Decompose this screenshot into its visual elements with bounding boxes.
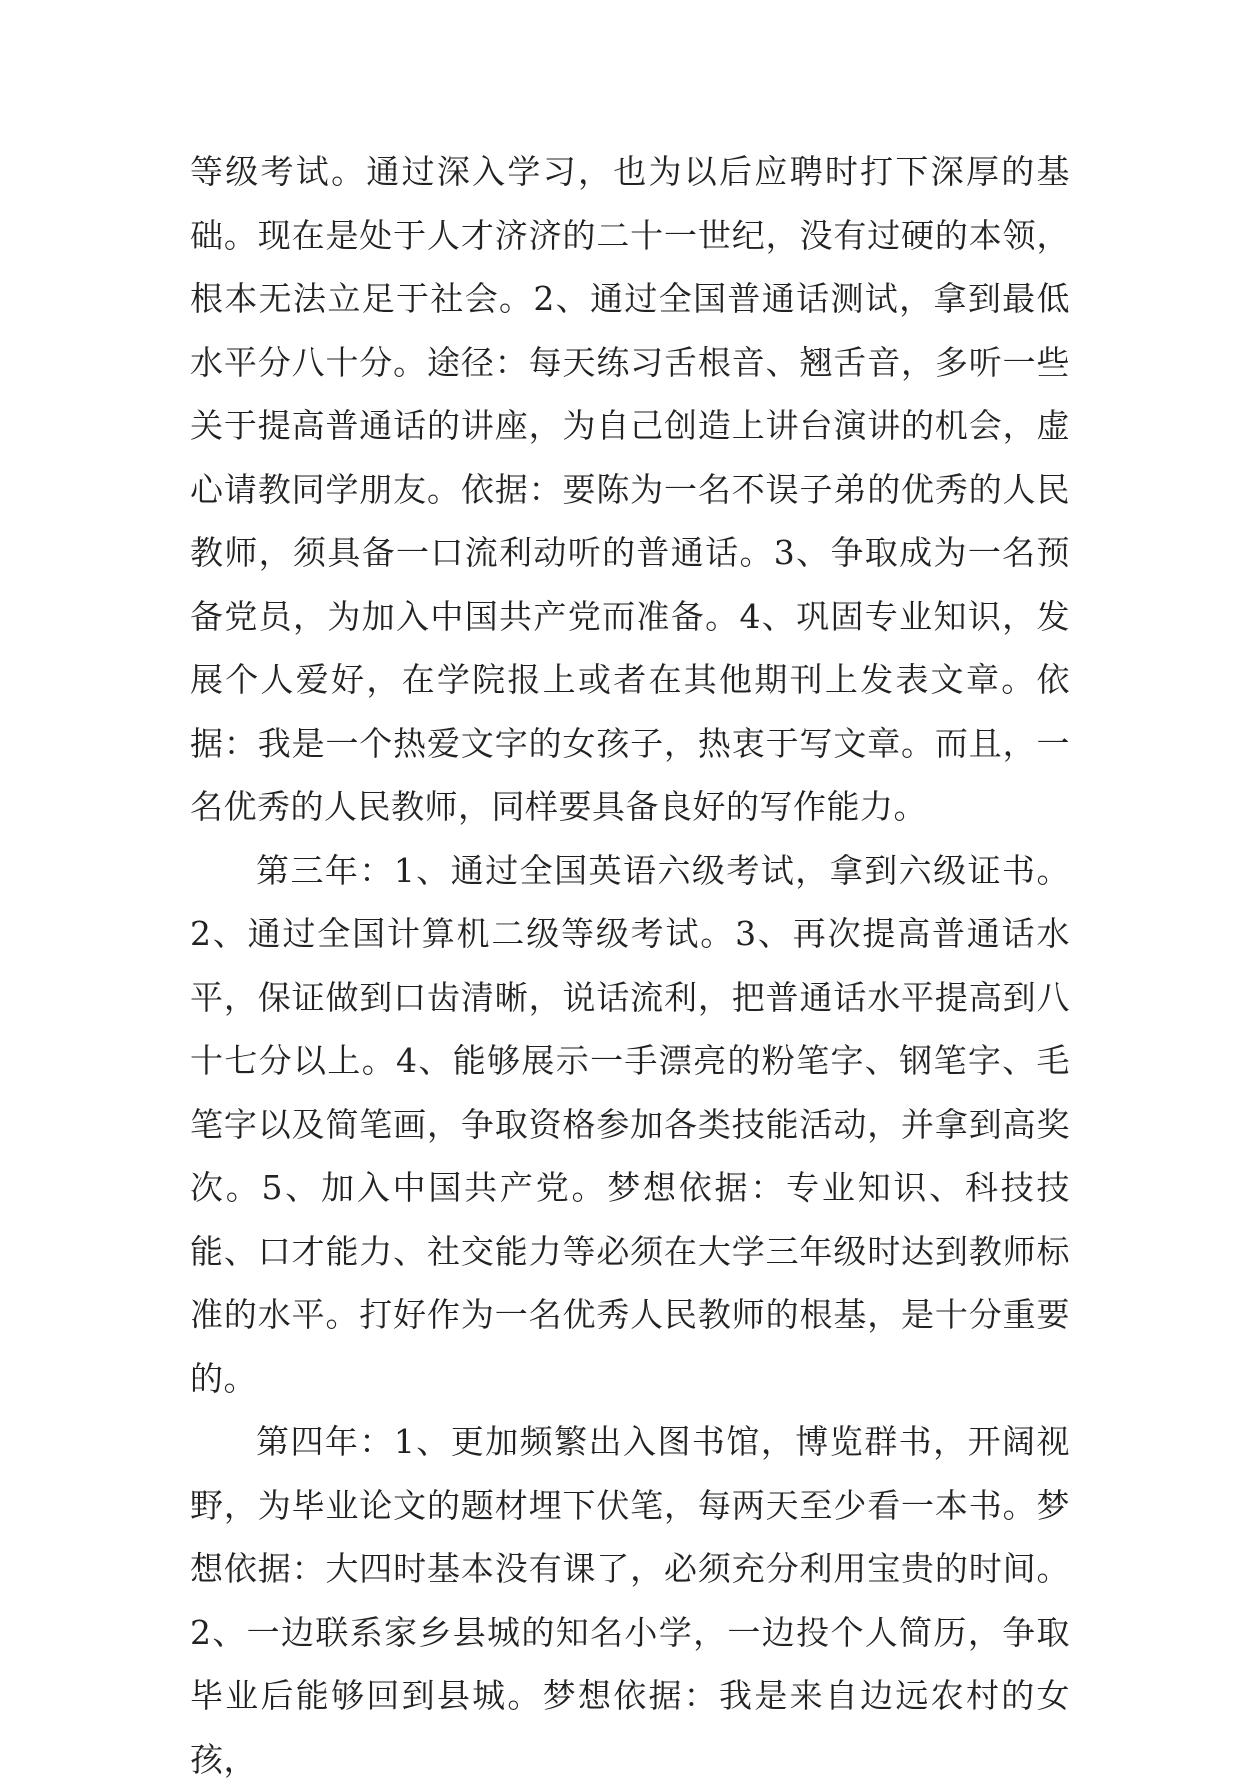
paragraph-year-three: 第三年：1、通过全国英语六级考试，拿到六级证书。2、通过全国计算机二级等级考试。3、再次提高普通话水平，保证做到口齿清晰，说话流利，把普通话水平提高到八十七分以上。4、能够展示一手漂亮的粉笔字、钢笔字、毛笔字以及简笔画，争取资格参加各类技能活动，并拿到高奖次。5、加入中国共产党。梦想依据：专业知识、科技技能、口才能力、社交能力等必须在大学三年级时达到教师标准的水平。打好作为一名优秀人民教师的根基，是十分重要的。: [190, 850, 1070, 1398]
paragraph-continuation: 等级考试。通过深入学习，也为以后应聘时打下深厚的基础。现在是处于人才济济的二十一世纪，没有过硬的本领，根本无法立足于社会。2、通过全国普通话测试，拿到最低水平分八十分。途径：每天练习舌根音、翘舌音，多听一些关于提高普通话的讲座，为自己创造上讲台演讲的机会，虚心请教同学朋友。依据：要陈为一名不误子弟的优秀的人民教师，须具备一口流利动听的普通话。3、争取成为一名预备党员，为加入中国共产党而准备。4、巩固专业知识，发展个人爱好，在学院报上或者在其他期刊上发表文章。依据：我是一个热爱文字的女孩子，热衷于写文章。而且，一名优秀的人民教师，同样要具备良好的写作能力。: [190, 152, 1070, 826]
paragraph-year-four: 第四年：1、更加频繁出入图书馆，博览群书，开阔视野，为毕业论文的题材埋下伏笔，每两天至少看一本书。梦想依据：大四时基本没有课了，必须充分利用宝贵的时间。2、一边联系家乡县城的知名小学，一边投个人简历，争取毕业后能够回到县城。梦想依据：我是来自边远农村的女孩，: [190, 1422, 1070, 1779]
body-text: [190, 140, 1070, 1791]
